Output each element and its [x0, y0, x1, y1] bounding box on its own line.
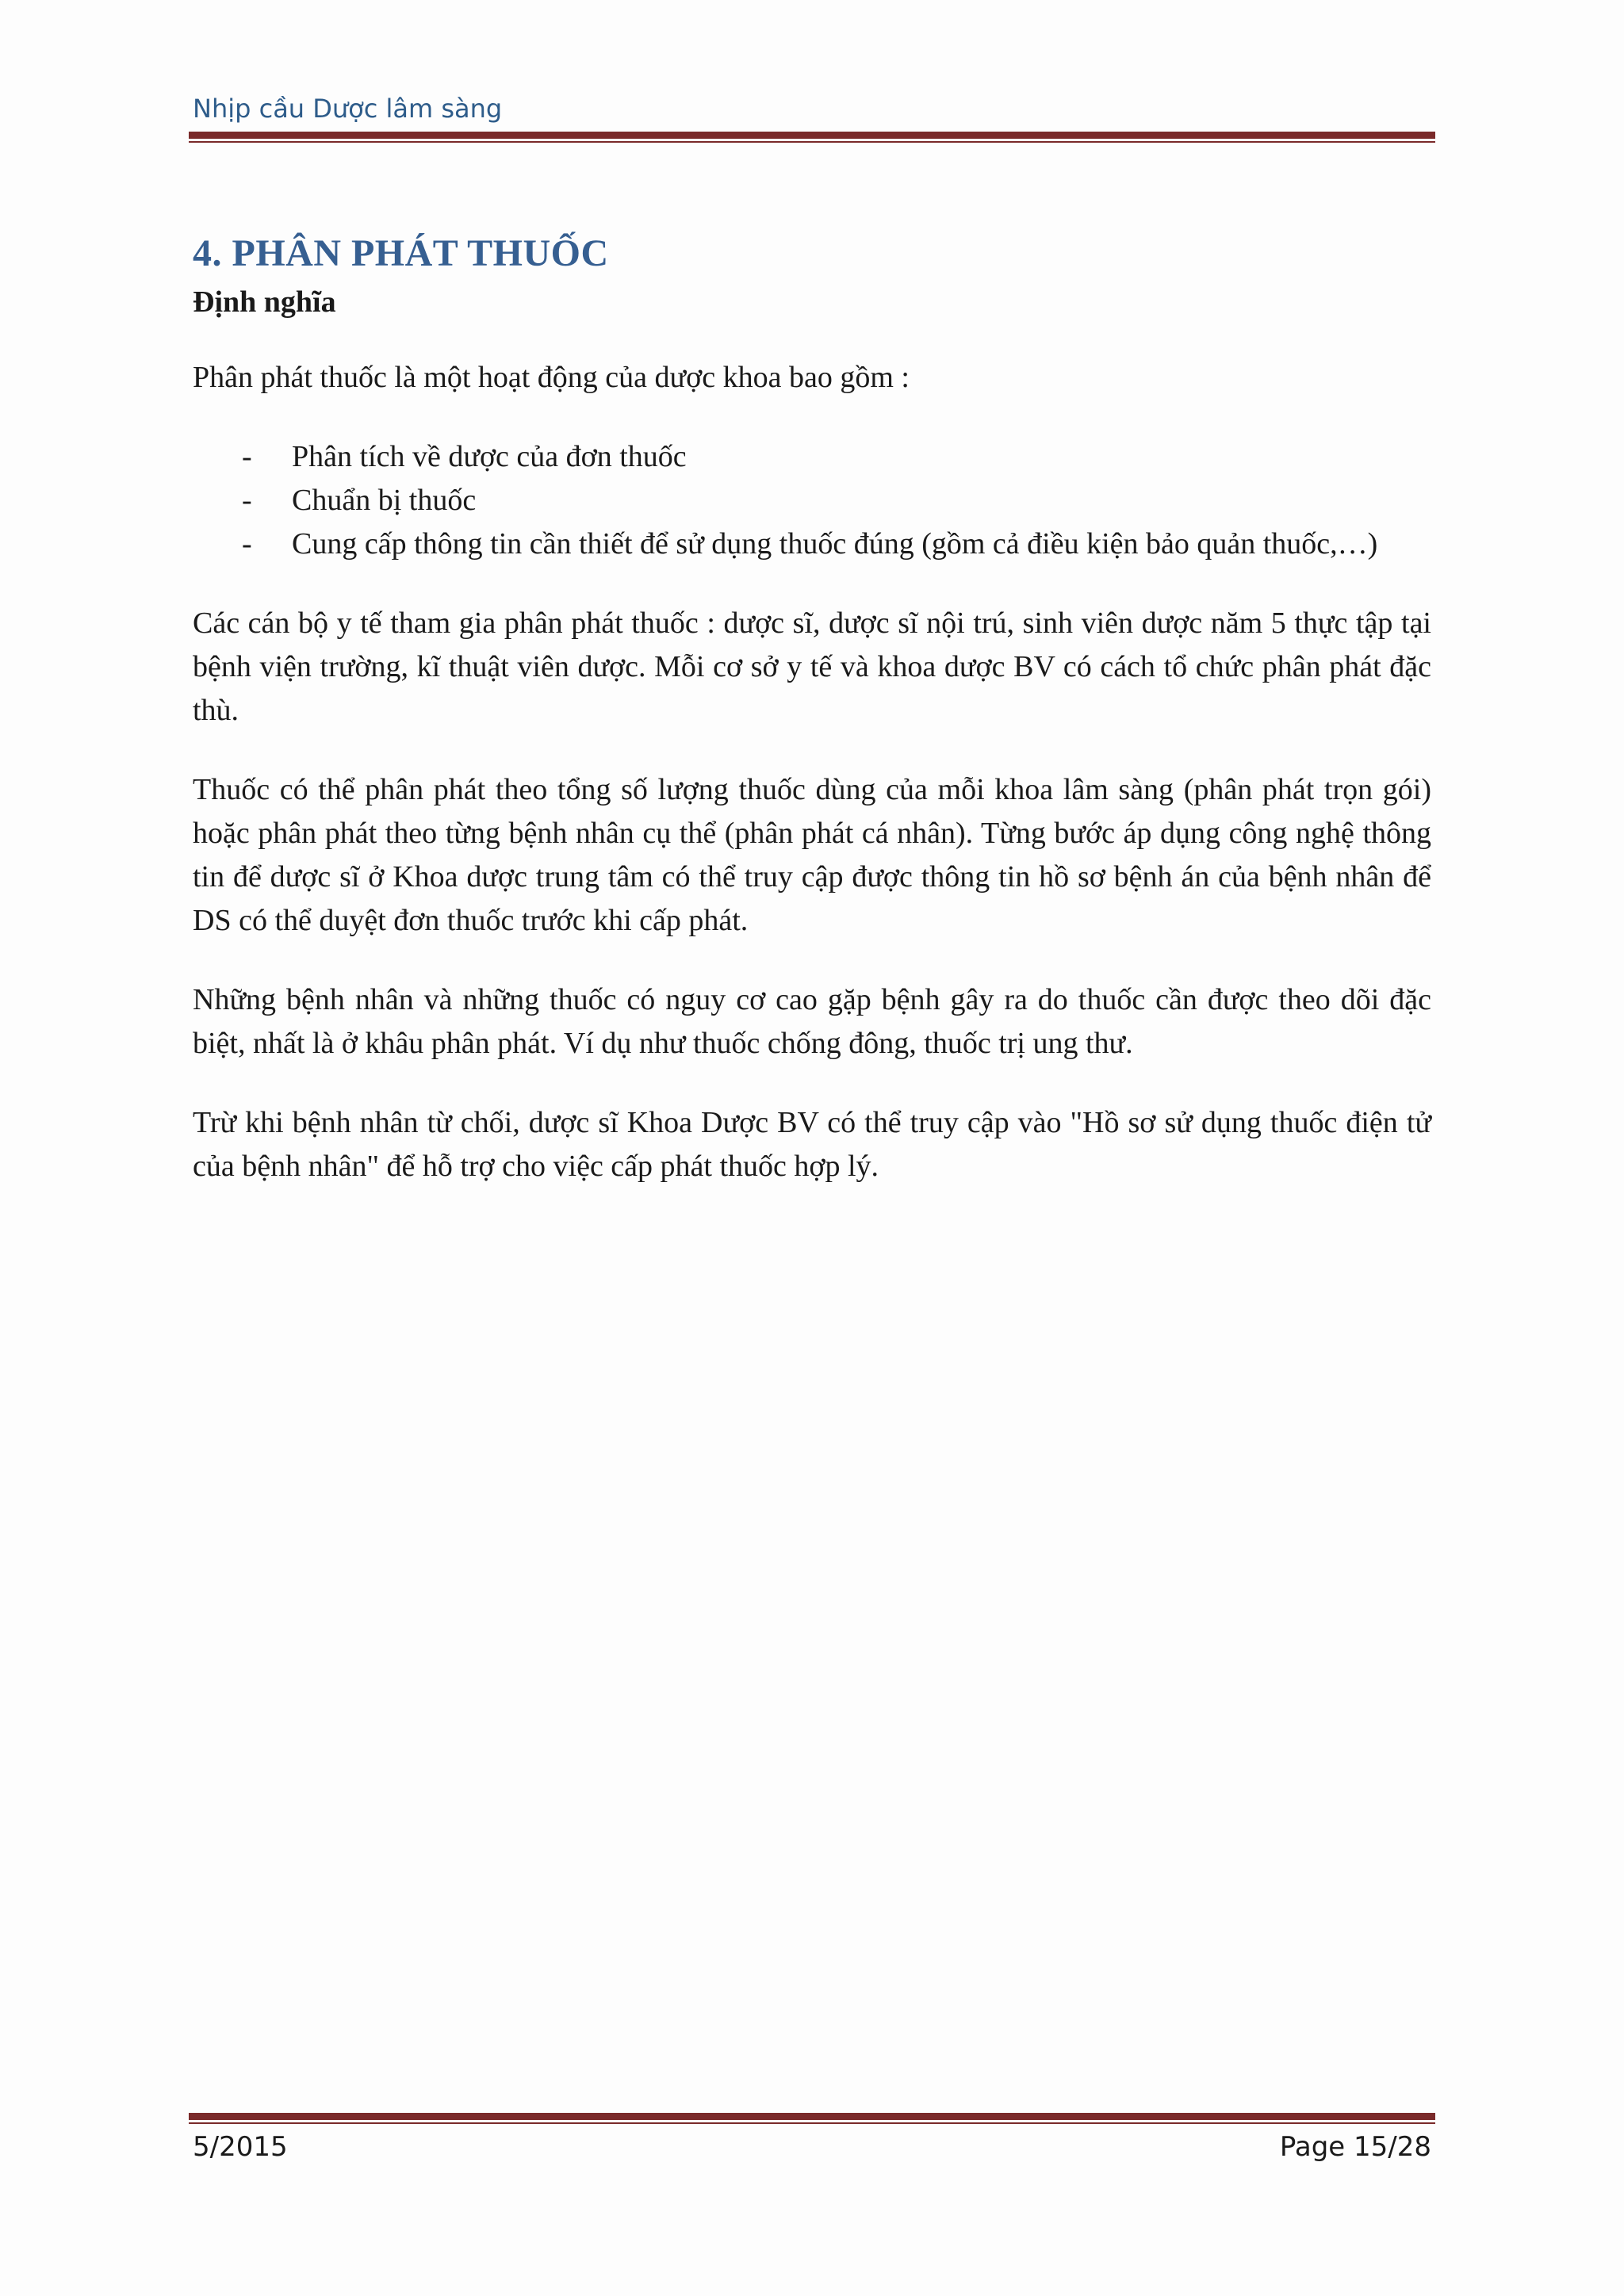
page-content: [193, 226, 1431, 1224]
bullet-dash: -: [242, 440, 252, 473]
paragraph-electronic-record: Trừ khi bệnh nhân từ chối, dược sĩ Khoa Dược BV có thể truy cập vào "Hồ sơ sử dụng thuốc điện tử của bệnh nhân" để hỗ trợ cho việc cấp phát thuốc hợp lý.: [193, 1106, 1431, 1183]
list-item: [193, 435, 1431, 479]
paragraph-dispensing-modes: Thuốc có thể phân phát theo tổng số lượng thuốc dùng của mỗi khoa lâm sàng (phân phát trọn gói) hoặc phân phát theo từng bệnh nhân cụ thể (phân phát cá nhân). Từng bước áp dụng công nghệ thông tin để dược sĩ ở Khoa dược trung tâm có thể truy cập được thông tin hồ sơ bệnh án của bệnh nhân để DS có thể duyệt đơn thuốc trước khi cấp phát.: [193, 773, 1431, 937]
bullet-list: [193, 435, 1431, 566]
paragraph-staff: Các cán bộ y tế tham gia phân phát thuốc : dược sĩ, dược sĩ nội trú, sinh viên dược năm 5 thực tập tại bệnh viện trường, kĩ thuật viên dược. Mỗi cơ sở y tế và khoa dược BV có cách tổ chức phân phát đặc thù.: [193, 607, 1431, 727]
bullet-dash: -: [242, 527, 252, 561]
list-item: [193, 522, 1431, 566]
paragraph-high-risk: Những bệnh nhân và những thuốc có nguy cơ cao gặp bệnh gây ra do thuốc cần được theo dõi đặc biệt, nhất là ở khâu phân phát. Ví dụ như thuốc chống đông, thuốc trị ung thư.: [193, 983, 1431, 1060]
footer-page-number: Page 15/28: [1279, 2131, 1431, 2163]
footer-rule: [189, 2113, 1435, 2124]
list-item-text: Phân tích về dược của đơn thuốc: [292, 440, 687, 473]
intro-paragraph: Phân phát thuốc là một hoạt động của dược khoa bao gồm :: [193, 361, 910, 394]
header-rule: [189, 132, 1435, 143]
list-item-text: Chuẩn bị thuốc: [292, 484, 477, 517]
subheading-definition: Định nghĩa: [193, 285, 336, 319]
footer-date: 5/2015: [193, 2131, 288, 2163]
section-title: 4. PHÂN PHÁT THUỐC: [193, 232, 609, 274]
list-item-text: Cung cấp thông tin cần thiết để sử dụng thuốc đúng (gồm cả điều kiện bảo quản thuốc,…): [292, 527, 1378, 561]
bullet-dash: -: [242, 484, 252, 517]
list-item: [193, 479, 1431, 522]
running-header-title: Nhịp cầu Dược lâm sàng: [193, 94, 503, 124]
